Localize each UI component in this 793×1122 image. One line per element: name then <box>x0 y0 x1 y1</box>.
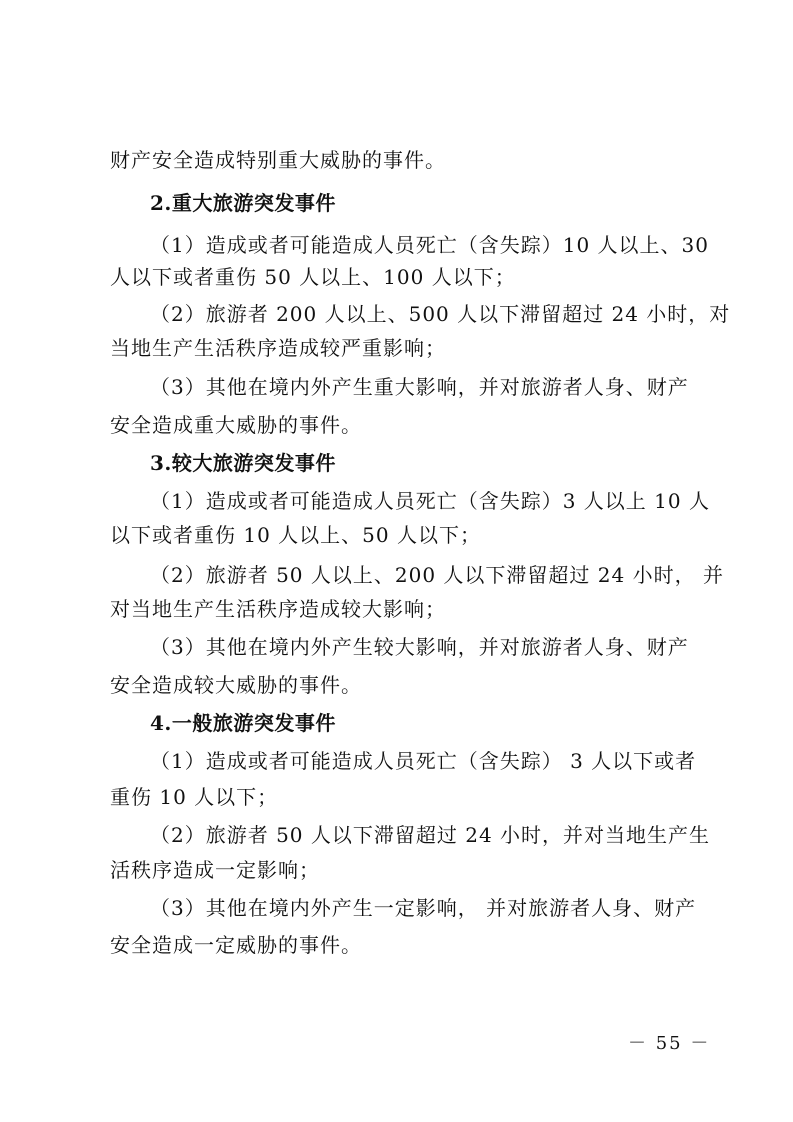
paragraph-line: （3）其他在境内外产生较大影响，并对旅游者人身、财产 <box>150 635 689 659</box>
section-heading: 4.一般旅游突发事件 <box>150 711 336 735</box>
paragraph-line: （1）造成或者可能造成人员死亡（含失踪） 3 人以下或者 <box>150 749 697 773</box>
paragraph-line: 财产安全造成特别重大威胁的事件。 <box>110 148 446 172</box>
paragraph-line: 当地生产生活秩序造成较严重影响； <box>110 336 446 360</box>
paragraph-line: 重伤 10 人以下； <box>110 785 279 809</box>
paragraph-line: （2）旅游者 200 人以上、500 人以下滞留超过 24 小时，对 <box>150 302 731 326</box>
paragraph-line: 对当地生产生活秩序造成较大影响； <box>110 597 446 621</box>
paragraph-line: （3）其他在境内外产生一定影响， 并对旅游者人身、财产 <box>150 896 697 920</box>
page-number: － 55 － <box>628 1033 711 1054</box>
paragraph-line: （1）造成或者可能造成人员死亡（含失踪）3 人以上 10 人 <box>150 489 710 513</box>
paragraph-line: 人以下或者重伤 50 人以上、100 人以下； <box>110 265 516 289</box>
paragraph-line: 安全造成重大威胁的事件。 <box>110 413 362 437</box>
paragraph-line: 以下或者重伤 10 人以上、50 人以下； <box>110 523 481 547</box>
paragraph-line: 活秩序造成一定影响； <box>110 858 320 882</box>
paragraph-line: 安全造成一定威胁的事件。 <box>110 933 362 957</box>
section-heading: 3.较大旅游突发事件 <box>150 451 336 475</box>
paragraph-line: （2）旅游者 50 人以上、200 人以下滞留超过 24 小时， 并 <box>150 563 724 587</box>
paragraph-line: （3）其他在境内外产生重大影响，并对旅游者人身、财产 <box>150 375 689 399</box>
paragraph-line: 安全造成较大威胁的事件。 <box>110 673 362 697</box>
paragraph-line: （1）造成或者可能造成人员死亡（含失踪）10 人以上、30 <box>150 233 709 257</box>
section-heading: 2.重大旅游突发事件 <box>150 191 336 215</box>
paragraph-line: （2）旅游者 50 人以下滞留超过 24 小时，并对当地生产生 <box>150 823 711 847</box>
